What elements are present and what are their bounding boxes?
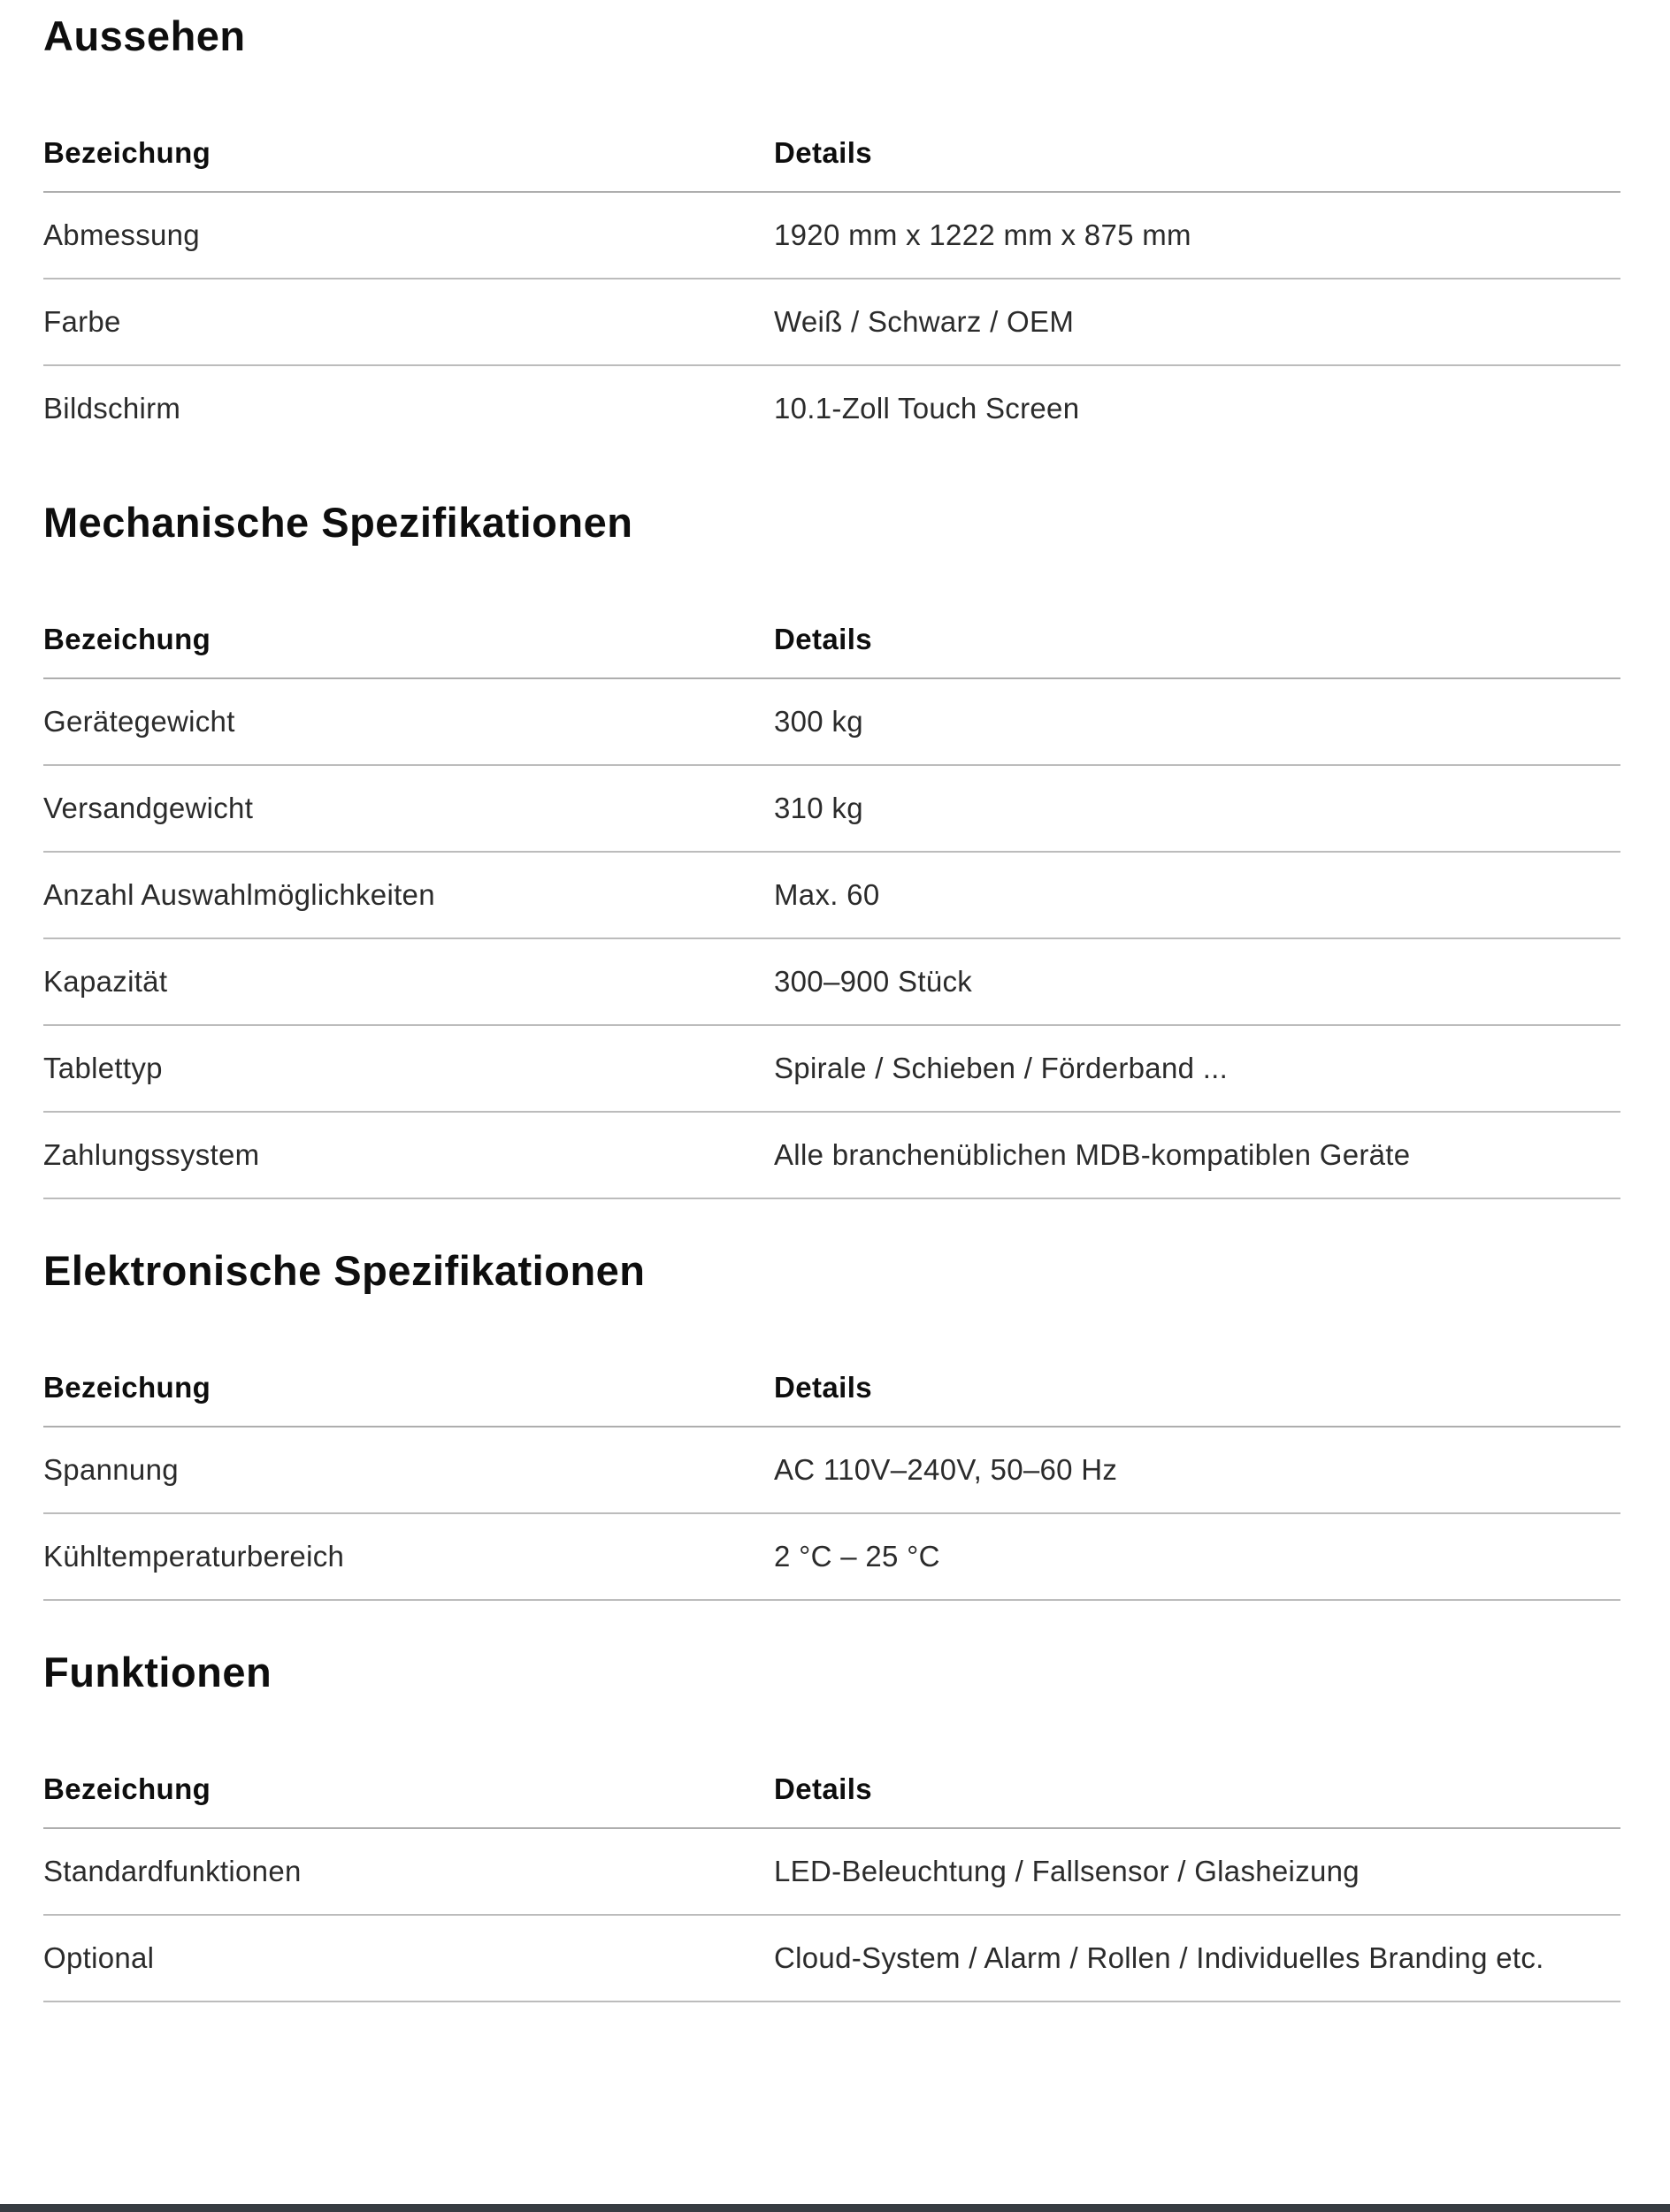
section-title: Mechanische Spezifikationen — [43, 498, 633, 546]
section-title: Elektronische Spezifikationen — [43, 1246, 646, 1294]
table-header-row — [43, 1371, 1620, 1427]
row-label: Bildschirm — [43, 392, 181, 425]
row-label: Kühltemperaturbereich — [43, 1540, 345, 1573]
section-title: Funktionen — [43, 1648, 272, 1695]
row-value: Alle branchenüblichen MDB-kompatiblen Geräte — [774, 1138, 1411, 1172]
column-header-bezeichung: Bezeichung — [43, 1772, 211, 1805]
column-header-details: Details — [774, 623, 873, 656]
row-value: 10.1-Zoll Touch Screen — [774, 392, 1080, 425]
row-label: Versandgewicht — [43, 792, 254, 825]
table-header-row — [43, 136, 1620, 193]
table-row — [43, 939, 1620, 1026]
table-row — [43, 1427, 1620, 1514]
table-row — [43, 1113, 1620, 1199]
row-label: Anzahl Auswahlmöglichkeiten — [43, 878, 435, 912]
row-value: LED-Beleuchtung / Fallsensor / Glasheizung — [774, 1855, 1360, 1888]
spec-section — [43, 12, 1620, 451]
table-row — [43, 679, 1620, 766]
row-value: Spirale / Schieben / Förderband ... — [774, 1052, 1229, 1085]
row-label: Gerätegewicht — [43, 705, 235, 739]
row-value: Weiß / Schwarz / OEM — [774, 305, 1075, 339]
row-label: Farbe — [43, 305, 121, 339]
spec-section — [43, 499, 1620, 1199]
column-header-bezeichung: Bezeichung — [43, 623, 211, 656]
table-header-row — [43, 1772, 1620, 1829]
row-label: Abmessung — [43, 218, 200, 252]
table-row — [43, 1514, 1620, 1601]
table-row — [43, 766, 1620, 853]
row-label: Standardfunktionen — [43, 1855, 302, 1888]
spec-section — [43, 1247, 1620, 1601]
footer-bar — [0, 2204, 1670, 2212]
row-value: 300 kg — [774, 705, 863, 739]
row-value: 300–900 Stück — [774, 965, 973, 999]
row-label: Spannung — [43, 1453, 179, 1487]
row-label: Kapazität — [43, 965, 168, 999]
spec-table — [43, 136, 1620, 451]
column-header-details: Details — [774, 1772, 873, 1805]
table-row — [43, 1026, 1620, 1113]
table-row — [43, 366, 1620, 451]
row-value: 1920 mm x 1222 mm x 875 mm — [774, 218, 1191, 252]
row-value: AC 110V–240V, 50–60 Hz — [774, 1453, 1118, 1487]
row-value: Cloud-System / Alarm / Rollen / Individuelles Branding etc. — [774, 1941, 1544, 1975]
spec-sections — [43, 12, 1620, 2002]
table-row — [43, 279, 1620, 366]
table-row — [43, 853, 1620, 939]
table-row — [43, 193, 1620, 279]
spec-table — [43, 1371, 1620, 1601]
row-value: 2 °C – 25 °C — [774, 1540, 940, 1573]
spec-section — [43, 1649, 1620, 2002]
section-title: Aussehen — [43, 12, 246, 59]
row-value: Max. 60 — [774, 878, 880, 912]
row-label: Optional — [43, 1941, 155, 1975]
column-header-bezeichung: Bezeichung — [43, 1371, 211, 1405]
table-row — [43, 1829, 1620, 1916]
table-row — [43, 1916, 1620, 2002]
row-label: Tablettyp — [43, 1052, 163, 1085]
row-label: Zahlungssystem — [43, 1138, 260, 1172]
spec-table — [43, 623, 1620, 1199]
column-header-details: Details — [774, 1371, 873, 1405]
column-header-bezeichung: Bezeichung — [43, 136, 211, 170]
spec-table — [43, 1772, 1620, 2002]
row-value: 310 kg — [774, 792, 863, 825]
column-header-details: Details — [774, 136, 873, 170]
table-header-row — [43, 623, 1620, 679]
